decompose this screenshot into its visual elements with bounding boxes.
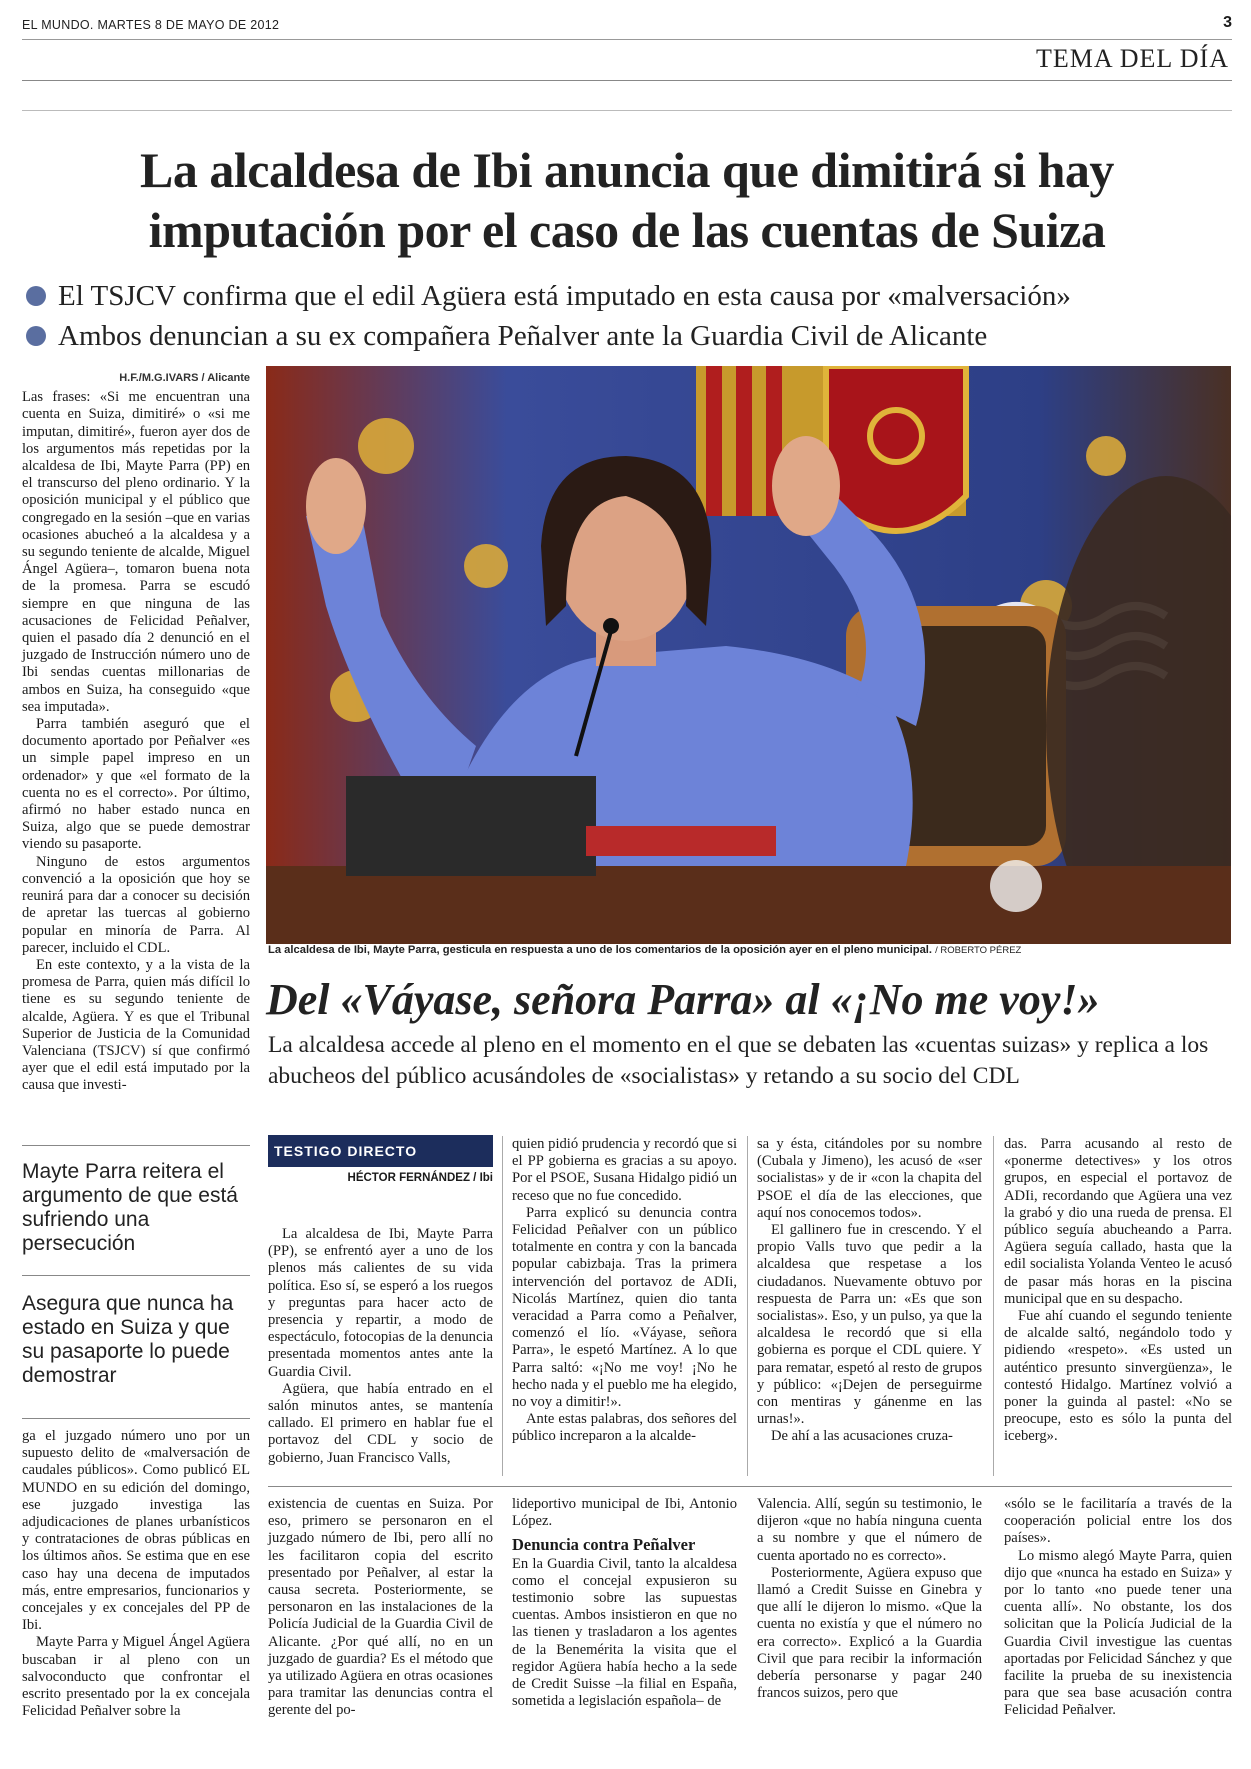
article-paragraph: La alcaldesa de Ibi, Mayte Parra (PP), se enfrentó ayer a uno de los plenos más calientes de su vida política. Eso sí, se esperó a los ruegos y preguntas para hacer acto de presencia y repartir, a modo de espectáculo, fotocopias de la denuncia presentada momentos antes ante la Guardia Civil. [268, 1226, 493, 1380]
lower-section-rule [268, 1486, 1232, 1487]
article-paragraph: Agüera, que había entrado en el salón minutos antes, se mantenía callado. El primero en hablar fue el portavoz del CDL y socio de gobierno, Juan Francisco Valls, [268, 1380, 493, 1466]
pull-rule-bottom [22, 1418, 250, 1419]
inner-subheading: Denuncia contra Peñalver [512, 1535, 696, 1555]
article-paragraph: Las frases: «Si me encuentran una cuenta en Suiza, dimitiré» o «si me imputan, dimitiré», fueron ayer dos de los argumentos más repetidas por la alcaldesa de Ibi, Mayte Parra (PP) en el transcurso del pleno ordinario. Y la oposición municipal y el público que congregado en la sesión –que en varias ocasiones abucheó a la alcaldesa y a su segundo teniente de alcalde, Miguel Ángel Agüera–, tomaron buena nota de la promesa. Parra se escudó siempre en que ninguna de las acusaciones de Felicidad Peñalver, quien el pasado día 2 denunció en el juzgado de Instrucción número uno de Ibi sendas cuentas millonarias de ambos en Suiza, ha conseguido «que sea imputada». [22, 389, 250, 715]
article-paragraph: existencia de cuentas en Suiza. Por eso, primero se personaron en el juzgado número de Ibi, pero allí no les facilitaron copia del escrito presentado por Peñalver, al estar la causa secreta. Posteriormente, se personaron en las instalaciones de la Policía Judicial de la Guardia Civil de Alicante. ¿Por qué allí, no en un juzgado de guardia? Es el método que ya utilizado Agüera en otras ocasiones para tramitar las denuncias contra el gerente del po- [268, 1496, 493, 1719]
bullet-dot-icon [26, 286, 46, 306]
column-divider [993, 1136, 994, 1476]
article-paragraph: En la Guardia Civil, tanto la alcaldesa como el concejal expusieron su testimonio sobre las supuestas cuentas. Ambos insistieron en que no las tienen y trasladaron a los agentes de la Benemérita la visita que el regidor Agüera había hecho a la sede de Credit Suisse –la filial en España, sometida a legislación española– de [512, 1555, 737, 1710]
second-headline: Del «Váyase, señora Parra» al «¡No me voy!» [266, 975, 1100, 1024]
column-divider [747, 1136, 748, 1476]
pull-rule-mid [22, 1275, 250, 1276]
second-deck: La alcaldesa accede al pleno en el momento en el que se debaten las «cuentas suizas» y replica a los abucheos del público acusándoles de «socialistas» y retando a su socio del CDL [268, 1032, 1209, 1089]
pull-quote-2: Asegura que nunca ha estado en Suiza y que su pasaporte lo puede demostrar [22, 1292, 234, 1387]
article-paragraph: En este contexto, y a la vista de la promesa de Parra, quien más difícil lo tiene es su segundo teniente de alcalde, Agüera. Y es que el Tribunal Superior de Justicia de la Comunidad Valenciana (TSJCV) sí que confirmó ayer que el edil está imputado por la causa que investi- [22, 956, 250, 1094]
testigo-column-4 [1004, 1136, 1232, 1446]
header-rule [22, 110, 1232, 111]
bullet-dot-icon [26, 326, 46, 346]
main-article-column-1 [22, 370, 250, 1095]
section-rule [22, 80, 1232, 81]
main-byline: H.F./M.G.IVARS / Alicante [119, 372, 250, 384]
article-paragraph: das. Parra acusando al resto de «ponerme detectives» y los otros grupos, en especial el portavoz de ADIi, recordando que Agüera una vez la grabó y dio una rueda de prensa. El público seguía abucheando a Parra. Agüera seguía callado, hasta que la edil socialista Yolanda Venteo le acusó de pasar más horas en la piscina municipal que en su despacho. [1004, 1136, 1232, 1307]
testigo-byline: HÉCTOR FERNÁNDEZ / Ibi [347, 1172, 493, 1184]
article-paragraph: quien pidió prudencia y recordó que si el PP gobierna es gracias a su apoyo. Por el PSOE, Susana Hidalgo pidió un receso que no fue concedido. [512, 1136, 737, 1204]
main-article-column-3 [512, 1496, 737, 1710]
article-paragraph: Parra explicó su denuncia contra Felicidad Peñalver con un público totalmente en contra y con la bancada popular cabizbaja. Tras la primera intervención del portavoz de ADIi, Nicolás Martínez, quien dio tanta veracidad a Parra como a Peñalver, comenzó el lío. «Váyase, señora Parra», le espetó Martínez. A lo que Parra saltó: «¡No me voy! ¡No he hecho nada y el pueblo me ha elegido, no voy a dimitir!». [512, 1204, 737, 1411]
testigo-label: TESTIGO DIRECTO [268, 1135, 493, 1167]
photo-caption: La alcaldesa de Ibi, Mayte Parra, gesticula en respuesta a uno de los comentarios de la oposición ayer en el pleno municipal. / ROBERTO PÉREZ [268, 944, 1022, 956]
bullet-item: Ambos denuncian a su ex compañera Peñalver ante la Guardia Civil de Alicante [26, 316, 1236, 356]
masthead [22, 12, 1232, 40]
photo-mayor [266, 366, 1231, 944]
section-title: TEMA DEL DÍA [1035, 44, 1229, 73]
article-paragraph: Ante estas palabras, dos señores del público increparon a la alcalde- [512, 1411, 737, 1445]
article-paragraph: Posteriormente, Agüera expuso que llamó a Credit Suisse en Ginebra y que allí le dijeron lo mismo. «Que la cuenta no existía y que el número no era correcto». Explicó a la Guardia Civil que para recibir la información debería personarse y pagar 240 francos suizos, pero que [757, 1564, 982, 1702]
article-paragraph: El gallinero fue in crescendo. Y el propio Valls tuvo que pedir a la alcaldesa que respetase a los ciudadanos. Nuevamente obtuvo por respuesta de Parra un: «Es que son socialistas». Eso, y un pulso, ya que la alcaldesa le recordó que si ella gobierna es porque el CDL quiere. Y para rematar, espetó al resto de grupos y público: «¡Dejen de perseguirme con mentiras y gánenme en las urnas!». [757, 1222, 982, 1428]
page-number: 3 [1223, 14, 1232, 31]
article-paragraph: Valencia. Allí, según su testimonio, le dijeron «que no había ninguna cuenta a su nombre y que el número de cuenta aportado no es correcto». [757, 1496, 982, 1564]
testigo-column-1 [268, 1226, 493, 1467]
column-divider [502, 1136, 503, 1476]
headline-line-1: La alcaldesa de Ibi anuncia que dimitirá si hay [140, 142, 1114, 198]
bullet-item: El TSJCV confirma que el edil Agüera está imputado en esta causa por «malversación» [26, 276, 1236, 316]
article-paragraph: lideportivo municipal de Ibi, Antonio López. [512, 1496, 737, 1530]
date-line: EL MUNDO. MARTES 8 DE MAYO DE 2012 [22, 18, 280, 32]
main-article-column-5 [1004, 1496, 1232, 1720]
main-article-column-4 [757, 1496, 982, 1702]
article-paragraph: sa y ésta, citándoles por su nombre (Cubala y Jimeno), les acusó de «ser socialistas» y de ir «con la chapita del PSOE el día de las elecciones, que aquí nos conocemos todos». [757, 1136, 982, 1221]
main-article-column-2 [268, 1496, 493, 1720]
headline [22, 140, 1232, 260]
article-paragraph: ga el juzgado número uno por un supuesto delito de «malversación de caudales públicos». Como publicó EL MUNDO en su edición del domingo, ese juzgado investiga las adjudicaciones de planes urbanísticos y contrataciones de obras públicas en los últimos años. Se estima que en ese caso hay una decena de imputados más, entre empresarios, funcionarios y concejales y ex concejales del PP de Ibi. [22, 1428, 250, 1634]
article-paragraph: «sólo se le facilitaría a través de la cooperación policial entre los dos países». [1004, 1496, 1232, 1547]
pull-quote-1: Mayte Parra reitera el argumento de que está sufriendo una persecución [22, 1160, 238, 1255]
article-paragraph: Parra también aseguró que el documento aportado por Peñalver «es un simple papel impreso en un ordenador» y que «el formato de la cuenta no es el correcto». Por último, afirmó no haber estado nunca en Suiza, algo que se puede demostrar viendo su pasaporte. [22, 716, 250, 853]
headline-line-2: imputación por el caso de las cuentas de Suiza [148, 202, 1106, 258]
photo-illustration [266, 366, 1231, 944]
main-article-column-1-continued [22, 1428, 250, 1720]
pull-rule-top [22, 1145, 250, 1146]
summary-bullets [26, 276, 1236, 356]
article-paragraph: Mayte Parra y Miguel Ángel Agüera buscaban ir al pleno con un salvoconducto que confrontar el escrito presentado por la ex concejala Felicidad Peñalver sobre la [22, 1634, 250, 1720]
article-paragraph: De ahí a las acusaciones cruza- [771, 1428, 953, 1445]
article-paragraph: Ninguno de estos argumentos convenció a la oposición que hoy se reunirá para dar a conocer su decisión de apretar las tuercas al gobierno popular en minoría de Parra. Al parecer, incluido el CDL. [22, 853, 250, 956]
testigo-column-2 [512, 1136, 737, 1446]
photo-credit: / ROBERTO PÉREZ [935, 945, 1022, 956]
article-paragraph: Lo mismo alegó Mayte Parra, quien dijo que «nunca ha estado en Suiza» y por lo tanto «no puede tener una cuenta allí». No obstante, los dos solicitan que la Policía Judicial de la Guardia Civil investigue las cuentas aportadas por Felicidad Sánchez y que facilite la prueba de su inexistencia para que sea base acusación contra Felicidad Peñalver. [1004, 1547, 1232, 1719]
article-paragraph: Fue ahí cuando el segundo teniente de alcalde saltó, negándolo todo y pidiendo «respeto». «Es usted un auténtico presunto sinvergüenza», le contestó Hidalgo. Martínez volvió a poner la guinda al pastel: «No se preocupe, esto es sólo la punta del iceberg». [1004, 1308, 1232, 1445]
testigo-column-3 [757, 1136, 982, 1446]
